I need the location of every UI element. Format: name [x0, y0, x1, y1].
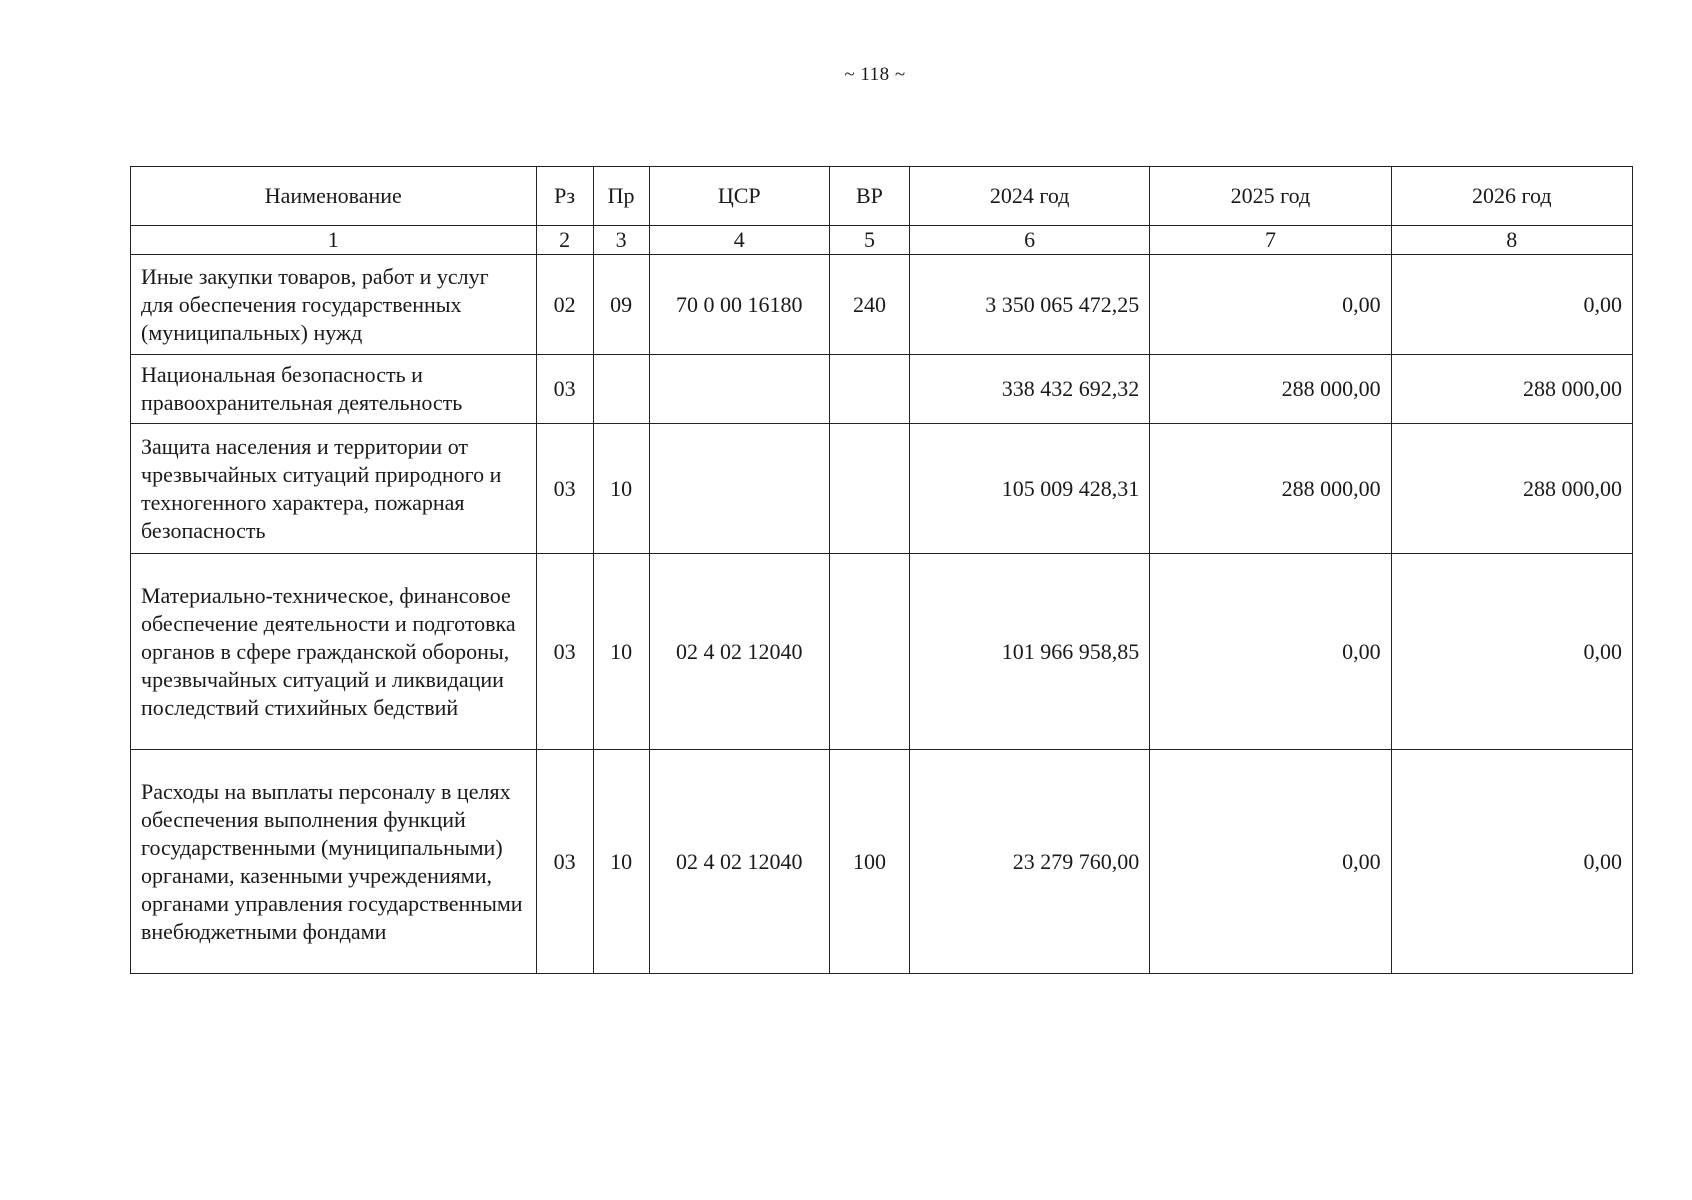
row-vr [829, 554, 909, 750]
index-cell: 3 [593, 226, 649, 255]
row-2026: 0,00 [1391, 255, 1632, 355]
header-2024: 2024 год [909, 167, 1149, 226]
row-csr [649, 355, 829, 424]
index-row [131, 226, 1633, 255]
row-name: Защита населения и территории от чрезвычайных ситуаций природного и техногенного характера, пожарная безопасность [131, 424, 537, 554]
header-2026: 2026 год [1391, 167, 1632, 226]
row-pr: 10 [593, 750, 649, 974]
row-2026: 288 000,00 [1391, 355, 1632, 424]
page-number: ~ 118 ~ [844, 64, 906, 85]
header-csr: ЦСР [649, 167, 829, 226]
row-2024: 105 009 428,31 [909, 424, 1149, 554]
index-cell: 2 [536, 226, 593, 255]
index-cell: 7 [1150, 226, 1391, 255]
row-csr: 02 4 02 12040 [649, 554, 829, 750]
index-cell: 5 [829, 226, 909, 255]
table-row [131, 255, 1633, 355]
header-vr: ВР [829, 167, 909, 226]
row-pr: 10 [593, 554, 649, 750]
row-rz: 03 [536, 554, 593, 750]
row-name: Национальная безопасность и правоохранительная деятельность [131, 355, 537, 424]
row-2026: 0,00 [1391, 750, 1632, 974]
header-name: Наименование [131, 167, 537, 226]
header-rz: Рз [536, 167, 593, 226]
row-2024: 3 350 065 472,25 [909, 255, 1149, 355]
row-2025: 0,00 [1150, 750, 1391, 974]
row-2024: 338 432 692,32 [909, 355, 1149, 424]
row-pr [593, 355, 649, 424]
row-vr [829, 424, 909, 554]
row-2025: 0,00 [1150, 255, 1391, 355]
row-name: Материально-техническое, финансовое обеспечение деятельности и подготовка органов в сфере гражданской обороны, чрезвычайных ситуаций и ликвидации последствий стихийных бедствий [131, 554, 537, 750]
header-2025: 2025 год [1150, 167, 1391, 226]
row-csr: 02 4 02 12040 [649, 750, 829, 974]
table-row [131, 355, 1633, 424]
row-2025: 0,00 [1150, 554, 1391, 750]
row-rz: 03 [536, 424, 593, 554]
row-rz: 02 [536, 255, 593, 355]
row-vr [829, 355, 909, 424]
row-csr: 70 0 00 16180 [649, 255, 829, 355]
row-pr: 09 [593, 255, 649, 355]
row-2024: 101 966 958,85 [909, 554, 1149, 750]
index-cell: 1 [131, 226, 537, 255]
table-row [131, 750, 1633, 974]
index-cell: 6 [909, 226, 1149, 255]
row-rz: 03 [536, 750, 593, 974]
table-row [131, 424, 1633, 554]
row-vr: 240 [829, 255, 909, 355]
header-row [131, 167, 1633, 226]
row-2025: 288 000,00 [1150, 355, 1391, 424]
budget-table [130, 166, 1633, 974]
index-cell: 8 [1391, 226, 1632, 255]
row-2026: 0,00 [1391, 554, 1632, 750]
row-2026: 288 000,00 [1391, 424, 1632, 554]
header-pr: Пр [593, 167, 649, 226]
row-csr [649, 424, 829, 554]
index-cell: 4 [649, 226, 829, 255]
row-rz: 03 [536, 355, 593, 424]
row-name: Иные закупки товаров, работ и услуг для обеспечения государственных (муниципальных) нужд [131, 255, 537, 355]
row-vr: 100 [829, 750, 909, 974]
row-pr: 10 [593, 424, 649, 554]
row-name: Расходы на выплаты персоналу в целях обеспечения выполнения функций государственными (муниципальными) органами, казенными учреждениями, органами управления государственными внебюджетными фондами [131, 750, 537, 974]
row-2025: 288 000,00 [1150, 424, 1391, 554]
table-row [131, 554, 1633, 750]
row-2024: 23 279 760,00 [909, 750, 1149, 974]
